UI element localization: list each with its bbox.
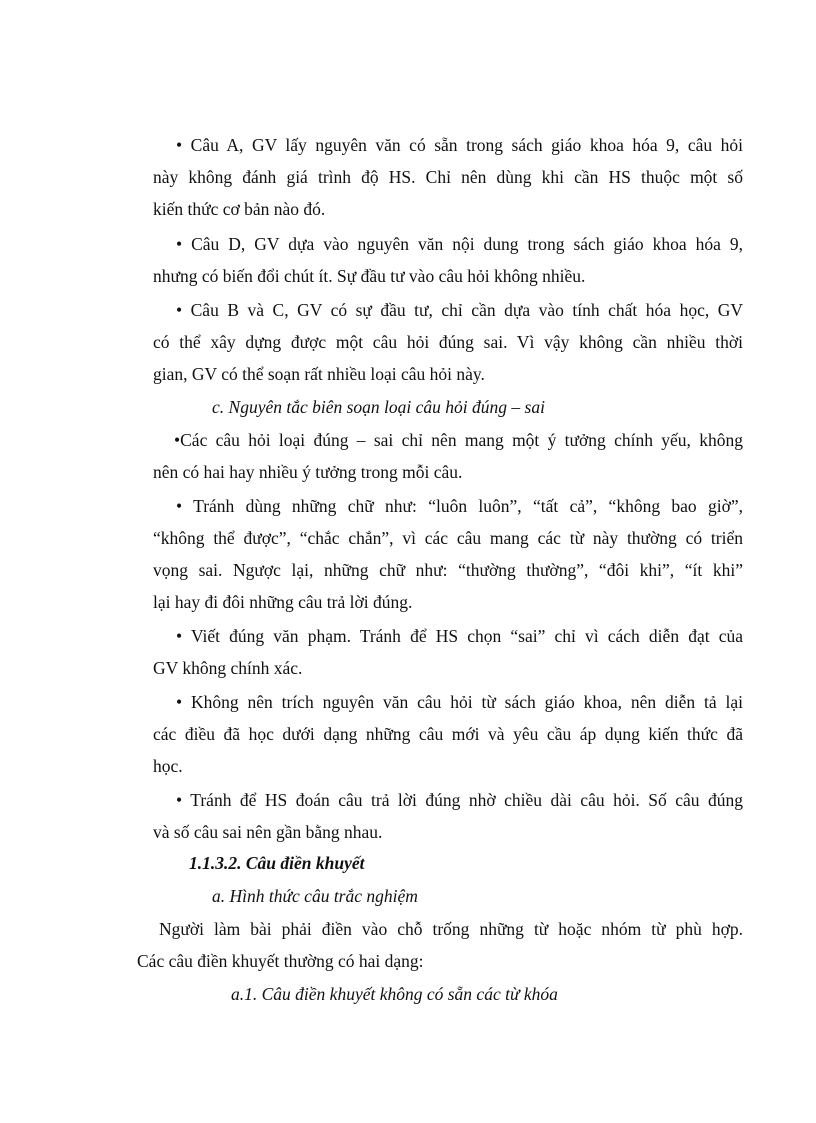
paragraph-line: học.: [153, 756, 183, 776]
subsection-heading: a.1. Câu điền khuyết không có sẵn các từ khóa: [231, 984, 558, 1004]
paragraph-line: nên có hai hay nhiều ý tưởng trong mỗi câu.: [153, 462, 463, 482]
paragraph-line: lại hay đi đôi những câu trả lời đúng.: [153, 592, 413, 612]
paragraph-line: • Câu D, GV dựa vào nguyên văn nội dung trong sách giáo khoa hóa 9,: [176, 234, 743, 254]
paragraph-line: gian, GV có thể soạn rất nhiều loại câu hỏi này.: [153, 364, 485, 384]
paragraph-line: • Tránh dùng những chữ như: “luôn luôn”, “tất cả”, “không bao giờ”,: [176, 496, 743, 516]
paragraph-line: “không thể được”, “chắc chắn”, vì các câu mang các từ này thường có triển: [153, 528, 743, 548]
paragraph-line: • Không nên trích nguyên văn câu hỏi từ sách giáo khoa, nên diễn tả lại: [176, 692, 743, 712]
paragraph-line: • Viết đúng văn phạm. Tránh để HS chọn “sai” chỉ vì cách diễn đạt của: [176, 626, 743, 646]
paragraph-line: kiến thức cơ bản nào đó.: [153, 199, 326, 219]
paragraph-line: Người làm bài phải điền vào chỗ trống những từ hoặc nhóm từ phù hợp.: [159, 919, 743, 939]
paragraph-line: GV không chính xác.: [153, 658, 303, 678]
section-heading: 1.1.3.2. Câu điền khuyết: [189, 853, 365, 873]
paragraph-line: •Các câu hỏi loại đúng – sai chỉ nên mang một ý tưởng chính yếu, không: [174, 430, 743, 450]
subsection-heading: a. Hình thức câu trắc nghiệm: [212, 886, 418, 906]
paragraph-line: vọng sai. Ngược lại, những chữ như: “thường thường”, “đôi khi”, “ít khi”: [153, 560, 743, 580]
paragraph-line: có thể xây dựng được một câu hỏi đúng sai. Vì vậy không cần nhiều thời: [153, 332, 743, 352]
paragraph-line: • Câu B và C, GV có sự đầu tư, chỉ cần dựa vào tính chất hóa học, GV: [176, 300, 743, 320]
paragraph-line: Các câu điền khuyết thường có hai dạng:: [137, 951, 424, 971]
paragraph-line: • Tránh để HS đoán câu trả lời đúng nhờ chiều dài câu hỏi. Số câu đúng: [176, 790, 743, 810]
paragraph-line: nhưng có biến đổi chút ít. Sự đầu tư vào câu hỏi không nhiều.: [153, 266, 586, 286]
paragraph-line: này không đánh giá trình độ HS. Chỉ nên dùng khi cần HS thuộc một số: [153, 167, 743, 187]
paragraph-line: • Câu A, GV lấy nguyên văn có sẵn trong sách giáo khoa hóa 9, câu hỏi: [176, 135, 743, 155]
section-heading: c. Nguyên tắc biên soạn loại câu hỏi đúng – sai: [212, 397, 545, 417]
paragraph-line: các điều đã học dưới dạng những câu mới và yêu cầu áp dụng kiến thức đã: [153, 724, 743, 744]
paragraph-line: và số câu sai nên gần bằng nhau.: [153, 822, 383, 842]
